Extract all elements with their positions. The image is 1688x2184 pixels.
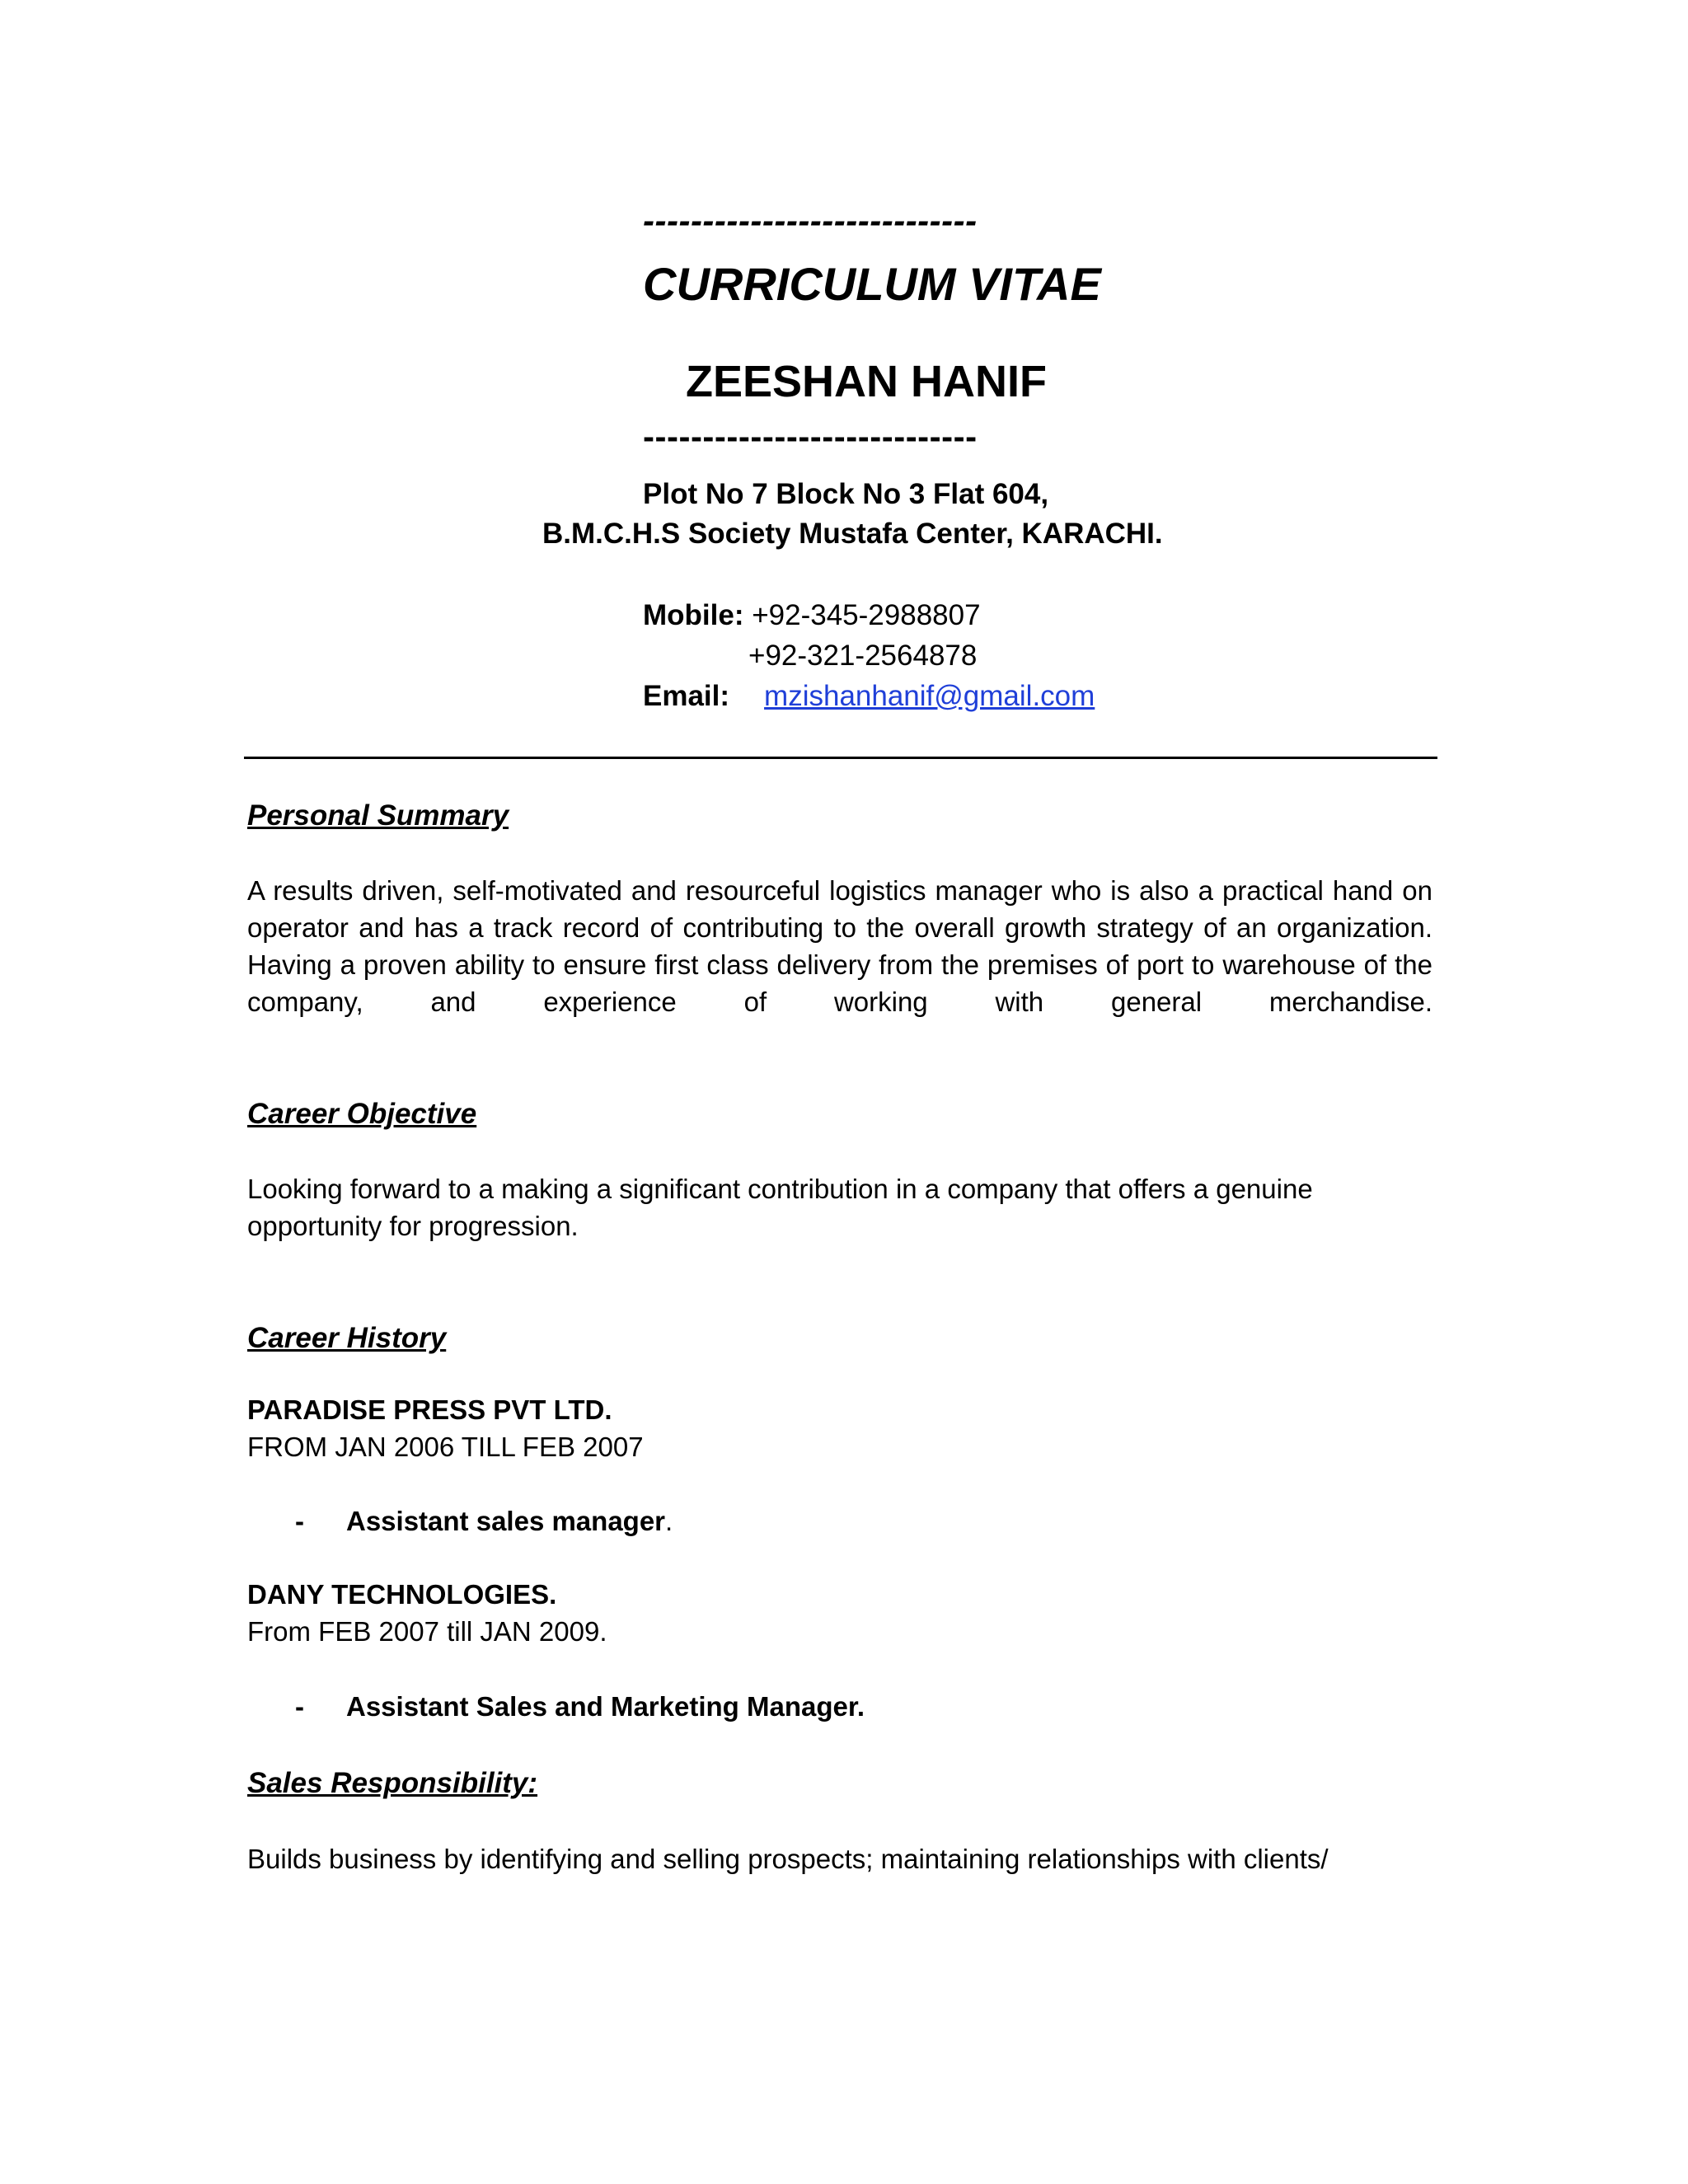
job-role-item [295,1506,673,1537]
bullet-dash: - [295,1506,304,1536]
mobile-number-2: +92-321-2564878 [748,640,978,672]
header-divider-top: ---------------------------- [643,201,978,240]
career-objective-heading: Career Objective [247,1098,477,1130]
job-company: DANY TECHNOLOGIES. [247,1579,557,1610]
email-link[interactable]: mzishanhanif@gmail.com [764,680,1095,712]
email-label: Email: [643,680,730,712]
job-period: From FEB 2007 till JAN 2009. [247,1616,607,1647]
document-title: CURRICULUM VITAE [643,258,1101,310]
job-role-item [295,1691,865,1722]
address-line-1: Plot No 7 Block No 3 Flat 604, [643,478,1049,510]
address-line-2: B.M.C.H.S Society Mustafa Center, KARACHI. [542,518,1163,550]
header-divider-bottom: ---------------------------- [643,417,978,456]
sales-responsibility-text: Builds business by identifying and selling prospects; maintaining relationships with clients/ [247,1844,1329,1874]
mobile-number-1: +92-345-2988807 [752,599,981,631]
mobile-label: Mobile: [643,599,744,631]
candidate-name: ZEESHAN HANIF [686,357,1048,406]
personal-summary-text: A results driven, self-motivated and resourceful logistics manager who is also a practical hand on operator and has a track record of contributing to the overall growth strategy of an organization. Having a proven ability to ensure first class delivery from the premises of port to warehouse of the company, and experience of working with general merchandise. [247,875,1432,1017]
bullet-dash: - [295,1691,304,1722]
career-history-heading: Career History [247,1322,447,1354]
job-period: FROM JAN 2006 TILL FEB 2007 [247,1432,644,1462]
personal-summary-heading: Personal Summary [247,799,509,832]
job-company: PARADISE PRESS PVT LTD. [247,1394,612,1425]
mobile-row [643,599,981,632]
career-objective-text: Looking forward to a making a significant contribution in a company that offers a genuine opportunity for progression. [247,1174,1313,1241]
job-role-suffix: . [665,1506,673,1536]
sales-responsibility-heading: Sales Responsibility: [247,1767,538,1799]
email-row [643,680,1095,713]
job-role: Assistant sales manager [346,1506,666,1536]
horizontal-rule [244,757,1437,759]
job-role: Assistant Sales and Marketing Manager. [346,1691,865,1722]
